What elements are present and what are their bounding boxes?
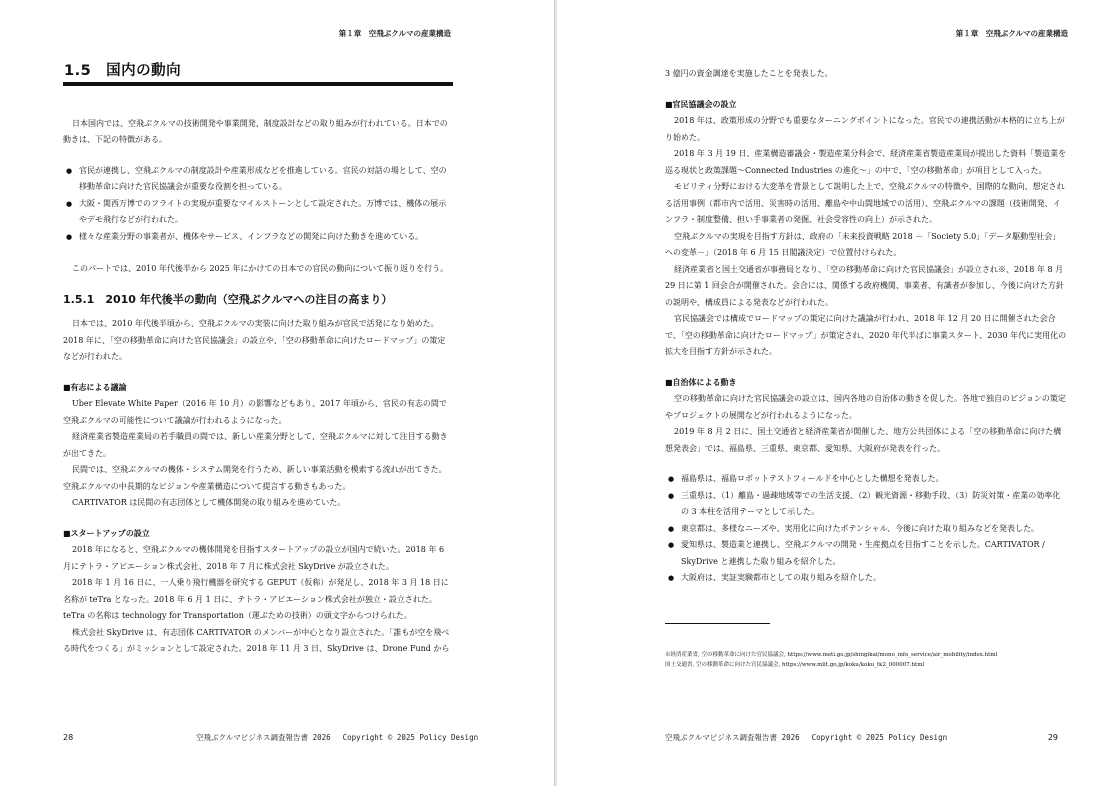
page-footer: 空飛ぶクルマビジネス調査報告書 2026 Copyright © 2025 Policy Design (665, 733, 948, 742)
list-item: ● 三重県は、（1）離島・過疎地域等での生活支援、（2）観光資源・移動手段、（3）防災対策・産業の効率化の 3 本柱を活用テーマとして示した。 (665, 488, 1067, 521)
heading-council: ■官民協議会の設立 (665, 99, 737, 109)
page-body (665, 66, 1067, 593)
paragraph: Uber Elevate White Paper（2016 年 10 月）の影響などもあり、2017 年頃から、官民の有志の間で空飛ぶクルマの可能性について議論が行われるようになった。 (63, 399, 447, 425)
feature-list (63, 163, 453, 246)
paragraph: 2018 年は、政策形成の分野でも重要なターニングポイントになった。官民での連携活動が本格的に立ち上がり始めた。 (665, 116, 1065, 142)
running-header: 第１章 空飛ぶクルマの産業構造 (955, 29, 1068, 38)
footnote[interactable]: ※経済産業省, 空の移動革命に向けた官民協議会, https://www.meti.go.jp/shingikai/mono_info_service/air_mobility/index.html (665, 652, 998, 658)
list-item: ● 大阪・関西万博でのフライトの実現が重要なマイルストーンとして設定された。万博では、機体の展示やデモ飛行などが行われた。 (63, 196, 453, 229)
page-number: 28 (63, 733, 74, 742)
paragraph: 2019 年 8 月 2 日に、国土交通省と経済産業省が開催した、地方公共団体による「空の移動革命に向けた構想発表会」では、福島県、三重県、東京都、愛知県、大阪府が発表を行った。 (665, 427, 1062, 453)
paragraph: 空の移動革命に向けた官民協議会の設立は、国内各地の自治体の動きを促した。各地で独自のビジョンの策定やプロジェクトの展開などが行われるようになった。 (665, 394, 1066, 420)
heading-local: ■自治体による動き (665, 377, 737, 387)
paragraph: 空飛ぶクルマの実現を目指す方針は、政府の「未来投資戦略 2018 －「Society 5.0」「データ駆動型社会」への変革－」（2018 年 6 月 15 日閣議決定）で位置付けられた。 (665, 231, 1061, 257)
footnote-rule (665, 623, 770, 624)
list-item: ● 官民が連携し、空飛ぶクルマの制度設計や産業形成などを推進している。官民の対話の場として、空の移動革命に向けた官民協議会が重要な役割を担っている。 (63, 163, 453, 196)
paragraph: モビリティ分野における大変革を背景として説明した上で、空飛ぶクルマの特徴や、国際的な動向、想定される活用事例（都市内で活用、災害時の活用、離島や中山間地域での活用）、空飛ぶクルマの課題（技術開発、インフラ・制度整備、担い手事業者の発掘、社会受容性の向上）が示された。 (665, 182, 1065, 224)
paragraph: 経済産業省と国土交通省が事務局となり、「空の移動革命に向けた官民協議会」が設立され※、2018 年 8 月 29 日に第 1 回会合が開催された。会合には、関係する政府機関、事業者、有識者が参加し、今後に向けた方針の説明や、構成員による発表などが行われた。 (665, 264, 1064, 307)
heading-startup: ■スタートアップの設立 (63, 528, 150, 538)
footnotes (665, 650, 1085, 670)
subsection-intro: 日本では、2010 年代後半頃から、空飛ぶクルマの実装に向けた取り組みが官民で活発になり始めた。2018 年に、「空の移動革命に向けた官民協議会」の設立や、「空の移動革命に向けたロードマップ」の策定などが行われた。 (63, 319, 446, 361)
heading-volunteer: ■有志による議論 (63, 382, 127, 392)
paragraph: 民間では、空飛ぶクルマの機体・システム開発を行うため、新しい事業活動を模索する流れが出てきた。空飛ぶクルマの中長期的なビジョンや産業構造について提言する動きもあった。 (63, 465, 447, 491)
list-item: ● 大阪府は、実証実験都市としての取り組みを紹介した。 (665, 570, 1067, 587)
paragraph: 2018 年になると、空飛ぶクルマの機体開発を目指すスタートアップの設立が国内で続いた。2018 年 6 月にテトラ・アビエーション株式会社、2018 年 7 月に株式会社 SkyDrive が設立された。 (63, 545, 445, 571)
list-item: ● 福島県は、福島ロボットテストフィールドを中心とした構想を発表した。 (665, 471, 1067, 488)
footnote[interactable]: 国土交通省, 空の移動革命に向けた官民協議会, https://www.mlit.go.jp/koku/koku_tk2_000007.html (665, 662, 925, 668)
section-title: 1.5 国内の動向 (63, 58, 453, 86)
paragraph: 2018 年 1 月 16 日に、一人乗り飛行機器を研究する GEPUT（仮称）が発足し、2018 年 3 月 18 日に名称が teTra となった。2018 年 6 月 1 日に、テトラ・アビエーション株式会社が独立・設立された。teTra の名称は technology for Transportation（運ぶための技術）の頭文字からつけられた。 (63, 578, 449, 620)
paragraph: 2018 年 3 月 19 日、産業構造審議会・製造産業分科会で、経済産業省製造産業局が提出した資料「製造業を巡る現状と政策課題～Connected Industries の進化～」の中で、「空の移動革命」が項目として入った。 (665, 149, 1067, 175)
list-item: ● 愛知県は、製造業と連携し、空飛ぶクルマの開発・生産拠点を目指すことを示した。CARTIVATOR / SkyDrive と連携した取り組みを紹介した。 (665, 537, 1067, 570)
running-header: 第１章 空飛ぶクルマの産業構造 (338, 29, 451, 38)
page-footer: 空飛ぶクルマビジネス調査報告書 2026 Copyright © 2025 Policy Design (196, 733, 479, 742)
paragraph: 官民協議会では構成でロードマップの策定に向けた議論が行われ、2018 年 12 月 20 日に開催された会合で、「空の移動革命に向けたロードマップ」が策定され、2020 年代半ばに事業スタート、2030 年代に実用化の拡大を目指す方針が示された。 (665, 314, 1067, 356)
page-body (63, 58, 453, 658)
list-item: ● 様々な産業分野の事業者が、機体やサービス、インフラなどの開発に向けた動きを進めている。 (63, 229, 453, 246)
prefecture-list (665, 471, 1067, 587)
subsection-title: 1.5.1 2010 年代後半の動向（空飛ぶクルマへの注目の高まり） (63, 292, 393, 306)
list-item: ● 東京都は、多様なニーズや、実用化に向けたポテンシャル、今後に向けた取り組みなどを発表した。 (665, 521, 1067, 538)
continued-paragraph: 3 億円の資金調達を実施したことを発表した。 (665, 69, 833, 78)
page-number: 29 (1047, 733, 1058, 742)
paragraph: CARTIVATOR は民間の有志団体として機体開発の取り組みを進めていた。 (72, 498, 346, 507)
paragraph: 株式会社 SkyDrive は、有志団体 CARTIVATOR のメンバーが中心となり設立された。「誰もが空を飛べる時代をつくる」がミッションとして設定された。2018 年 11 月 3 日、SkyDrive は、Drone Fund から (63, 627, 450, 653)
closing-paragraph: このパートでは、2010 年代後半から 2025 年にかけての日本での官民の動向について振り返りを行う。 (72, 264, 449, 273)
intro-paragraph: 日本国内では、空飛ぶクルマの技術開発や事業開発、制度設計などの取り組みが行われている。日本での動きは、下記の特徴がある。 (63, 118, 448, 144)
paragraph: 経済産業省製造産業局の若手職員の間では、新しい産業分野として、空飛ぶクルマに対して注目する動きが出てきた。 (63, 432, 448, 458)
page-29 (557, 0, 1110, 786)
